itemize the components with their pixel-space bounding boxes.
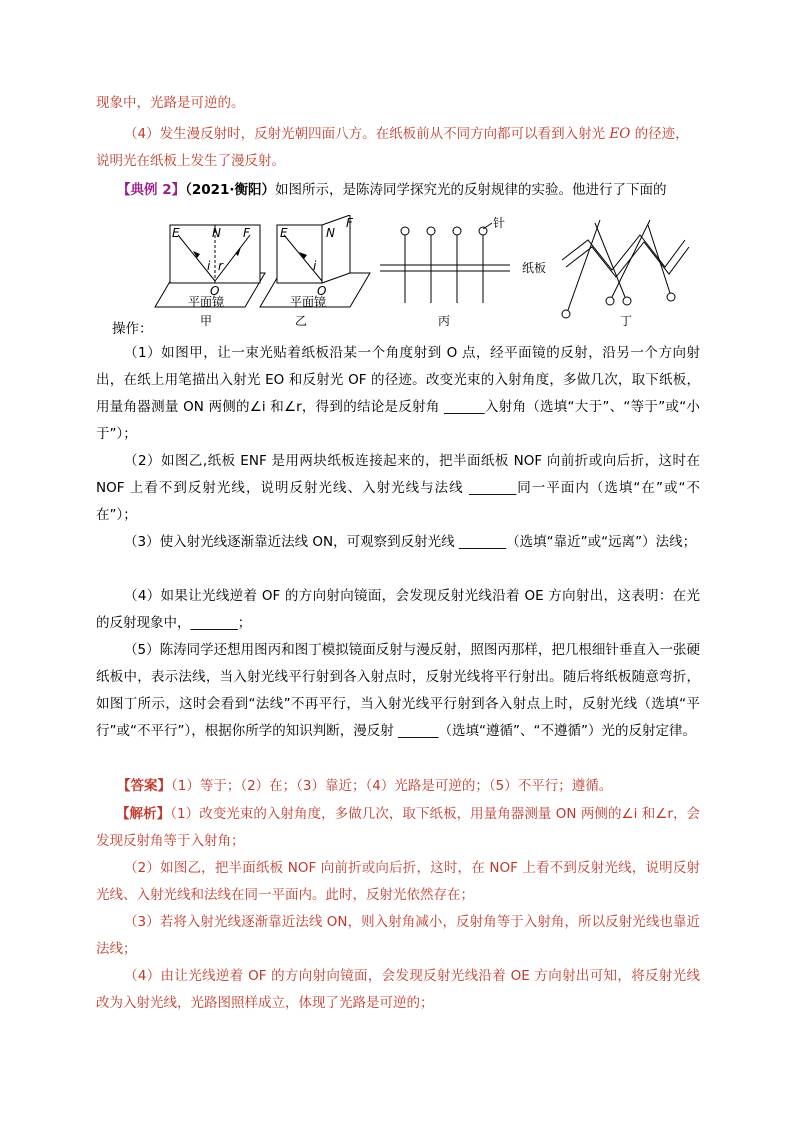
ding-name: 丁 bbox=[620, 314, 633, 328]
figure-yi bbox=[260, 215, 370, 328]
question-2: （2）如图乙,纸板 ENF 是用两块纸板连接起来的，把半面纸板 NOF 向前折或向后折，这时在 NOF 上看不到反射光线，说明反射光线、入射光线与法线 _______同一平面内（选填“在”或“不在”）； bbox=[96, 453, 700, 523]
example-tag: 【典例 2】 bbox=[117, 182, 186, 198]
ding-needle-head-1 bbox=[562, 310, 570, 318]
question-3: （3）使入射光线逐渐靠近法线 ON，可观察到反射光线 _______（选填“靠近”或“远离”）法线； bbox=[124, 534, 697, 550]
analysis-p4: （4）由让光线逆着 OF 的方向射向镜面，会发现反射光线沿着 OE 方向射出可知，将反射光线改为入射光线，光路图照样成立，体现了光路是可逆的； bbox=[96, 968, 700, 1011]
analysis-p1 bbox=[96, 801, 700, 855]
ding-needle-4 bbox=[648, 225, 670, 293]
ding-needle-head-3 bbox=[606, 297, 614, 305]
yi-label-F: F bbox=[346, 216, 353, 230]
bing-needle-label: 针 bbox=[493, 216, 506, 230]
question-5: （5）陈涛同学还想用图丙和图丁模拟镜面反射与漫反射，照图丙那样，把几根细针垂直入一张硬纸板中，表示法线，当入射光线平行射到各入射点时，反射光线将平行射出。随后将纸板随意弯折，如图丁所示，这时会看到“法线”不再平行，当入射光线平行射到各入射点上时，反射光线（选填“平行”或“不平行”），根据你所学的知识判断，漫反射 ______（选填“遵循”、“不遵循”）光的反射定律。 bbox=[96, 642, 700, 739]
yi-label-O: O bbox=[317, 284, 327, 298]
yi-label-i: i bbox=[313, 259, 317, 273]
ding-needle-head-4 bbox=[667, 293, 675, 301]
answer-text: （1）等于；（2）在；（3）靠近；（4）光路是可逆的；（5）不平行；遵循。 bbox=[171, 778, 613, 794]
analysis-tag: 【解析】 bbox=[116, 806, 171, 822]
example-source: （2021·衡阳） bbox=[185, 182, 276, 198]
ding-needle-1 bbox=[568, 220, 600, 310]
figure-ding bbox=[562, 220, 689, 328]
yi-mirror-label: 平面镜 bbox=[290, 295, 327, 309]
operations-label: 操作： bbox=[112, 321, 153, 337]
analysis-p1-text: （1）改变光束的入射角度，多做几次，取下纸板，用量角器测量 ON 两侧的∠i 和∠r，会发现反射角等于入射角； bbox=[96, 806, 700, 849]
intro-line-1: 现象中，光路是可逆的。 bbox=[96, 95, 245, 111]
jia-label-i: i bbox=[207, 259, 211, 273]
figure-bing bbox=[380, 215, 546, 328]
question-1: （1）如图甲，让一束光贴着纸板沿某一个角度射到 O 点，经平面镜的反射，沿另一个方向射出，在纸上用笔描出入射光 EO 和反射光 OF 的径迹。改变光束的入射角度，多做几次，取下纸板，用量角器测量 ON 两侧的∠i 和∠r，得到的结论是反射角 ______入射角（选填“大于”、“等于”或“小于”）； bbox=[96, 345, 700, 442]
yi-label-E: E bbox=[280, 226, 288, 240]
jia-mirror-label: 平面镜 bbox=[188, 295, 225, 309]
intro-text-end: 的径迹， bbox=[630, 126, 689, 142]
jia-label-O: O bbox=[210, 284, 220, 298]
intro-line-2 bbox=[124, 124, 689, 144]
answer-tag: 【答案】 bbox=[117, 778, 171, 794]
bing-needle-head-3 bbox=[453, 227, 461, 235]
example-stem: 如图所示，是陈涛同学探究光的反射规律的实验。他进行了下面的 bbox=[275, 182, 667, 198]
bing-needle-head-2 bbox=[427, 227, 435, 235]
bing-name: 丙 bbox=[438, 314, 451, 328]
intro-line-3: 说明光在纸板上发生了漫反射。 bbox=[96, 153, 285, 169]
experiment-figure bbox=[150, 215, 710, 335]
jia-label-F: F bbox=[243, 226, 250, 240]
ding-needle-3 bbox=[612, 220, 650, 297]
yi-label-N: N bbox=[326, 226, 335, 240]
bing-board-label: 纸板 bbox=[522, 261, 547, 275]
figure-jia bbox=[155, 225, 265, 328]
intro-ray-label: EO bbox=[609, 126, 631, 142]
yi-name: 乙 bbox=[295, 314, 308, 328]
bing-needle-head-4 bbox=[479, 227, 487, 235]
jia-label-E: E bbox=[172, 226, 180, 240]
analysis-p2: （2）如图乙，把半面纸板 NOF 向前折或向后折，这时，在 NOF 上看不到反射光线，说明反射光线、入射光线和法线在同一平面内。此时，反射光依然存在； bbox=[96, 860, 700, 903]
ding-board-top bbox=[562, 235, 685, 270]
jia-label-r: r bbox=[218, 259, 223, 273]
jia-label-N: N bbox=[212, 226, 221, 240]
example-heading bbox=[117, 180, 667, 200]
answer-line bbox=[117, 776, 612, 796]
jia-name: 甲 bbox=[200, 314, 213, 328]
analysis-p3: （3）若将入射光线逐渐靠近法线 ON，则入射角减小，反射角等于入射角，所以反射光线也靠近法线； bbox=[96, 914, 700, 957]
intro-text: （4）发生漫反射时，反射光朝四面八方。在纸板前从不同方向都可以看到入射光 bbox=[124, 126, 610, 142]
bing-needle-head-1 bbox=[401, 227, 409, 235]
question-4: （4）如果让光线逆着 OF 的方向射向镜面，会发现反射光线沿着 OE 方向射出，这表明：在光的反射现象中，_______； bbox=[96, 588, 700, 631]
bing-needle-pointer bbox=[483, 223, 492, 229]
ding-needle-head-2 bbox=[623, 297, 631, 305]
